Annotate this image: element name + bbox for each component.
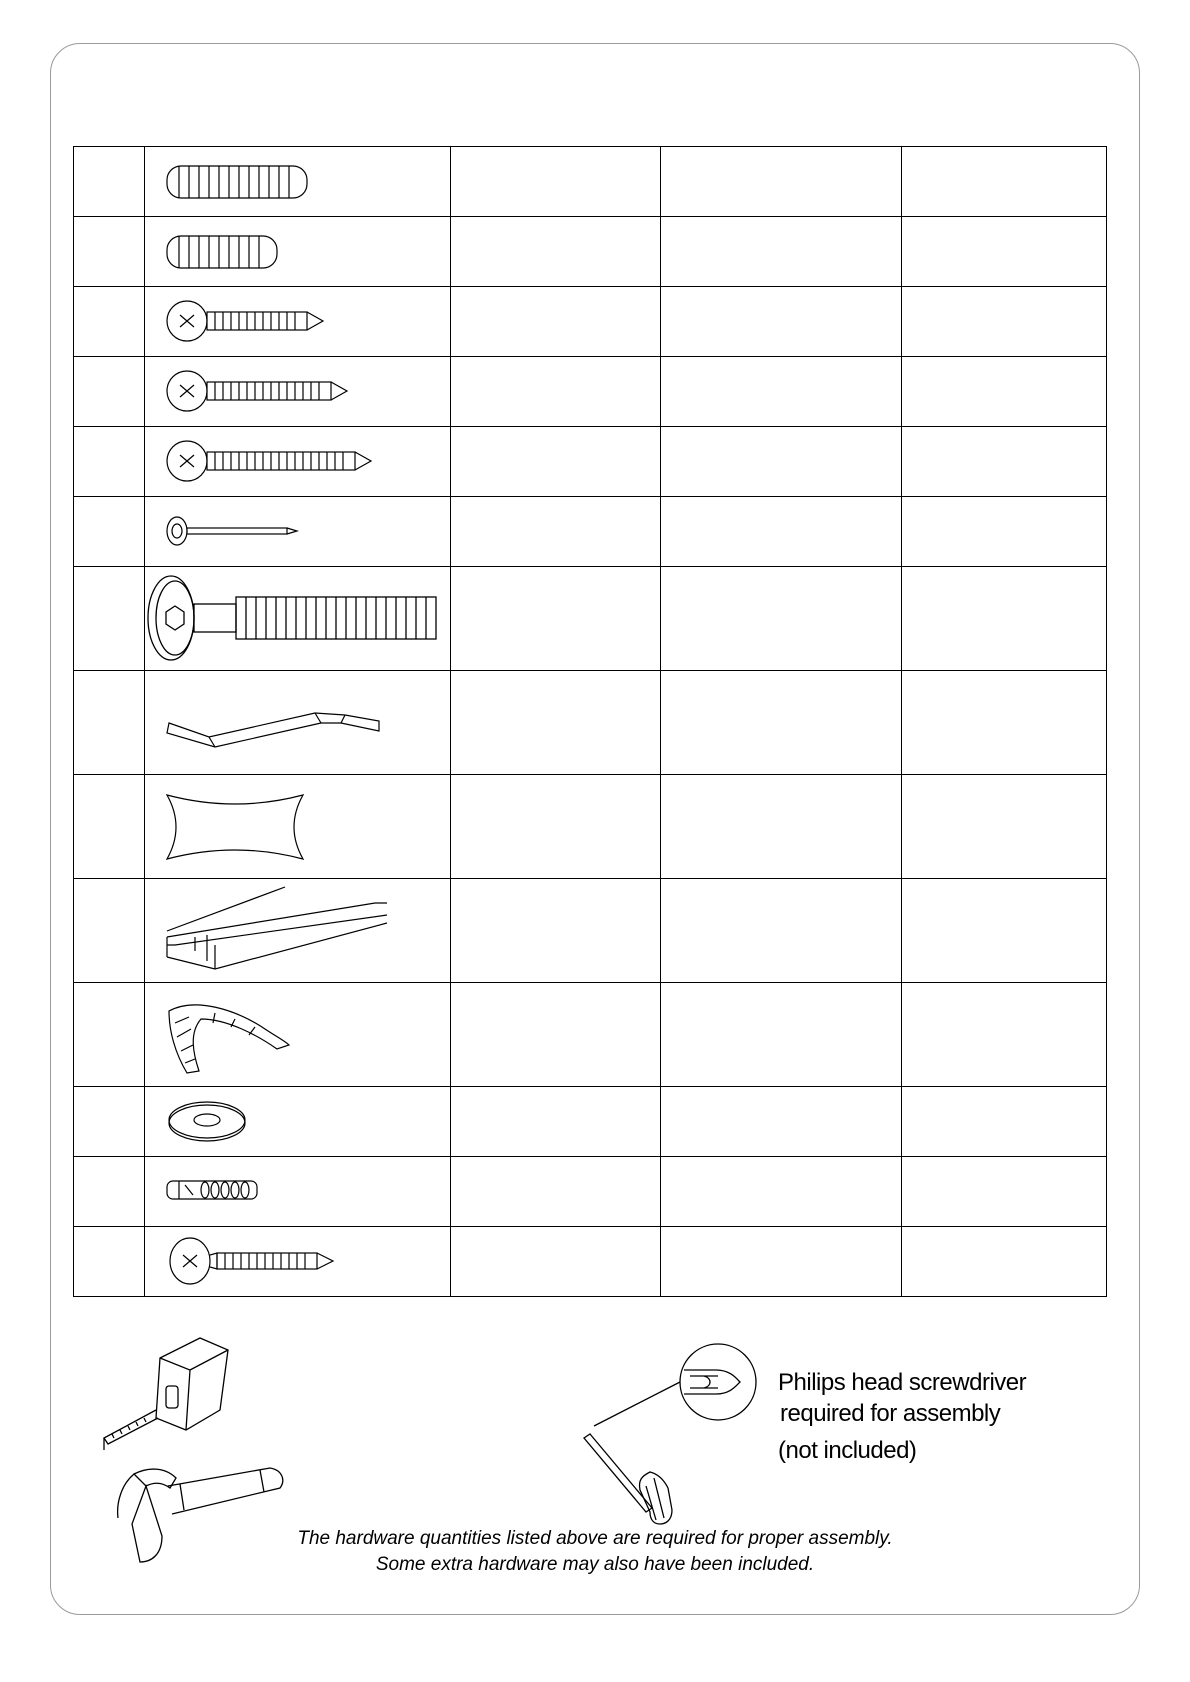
part-id-cell (74, 1227, 145, 1297)
table-row (74, 357, 1107, 427)
strap-icon (145, 983, 451, 1086)
description-cell (661, 567, 902, 671)
table-row (74, 217, 1107, 287)
dowel-large-icon (145, 147, 451, 216)
quantity-cell (451, 287, 661, 357)
tape-measure-icon (100, 1330, 240, 1460)
flat-head-screw-icon (145, 1227, 451, 1296)
part-image-cell (145, 567, 451, 671)
check-cell (902, 671, 1107, 775)
description-cell (661, 983, 902, 1087)
quantity-cell (451, 357, 661, 427)
part-id-cell (74, 671, 145, 775)
table-row (74, 671, 1107, 775)
part-id-cell (74, 567, 145, 671)
part-id-cell (74, 497, 145, 567)
table-row (74, 879, 1107, 983)
wall-anchor-icon (145, 1157, 451, 1226)
screwdriver-note-line2: required for assembly (780, 1400, 1001, 1427)
description-cell (661, 427, 902, 497)
check-cell (902, 1227, 1107, 1297)
description-cell (661, 147, 902, 217)
check-cell (902, 217, 1107, 287)
part-id-cell (74, 217, 145, 287)
table-row (74, 983, 1107, 1087)
part-image-cell (145, 147, 451, 217)
table-row (74, 427, 1107, 497)
quantity-cell (451, 1227, 661, 1297)
description-cell (661, 775, 902, 879)
quantity-cell (451, 1157, 661, 1227)
table-row (74, 775, 1107, 879)
quantity-cell (451, 983, 661, 1087)
quantity-cell (451, 147, 661, 217)
allen-bolt-icon (145, 567, 451, 670)
screwdriver-note-line3: (not included) (778, 1437, 917, 1464)
quantity-cell (451, 567, 661, 671)
quantity-cell (451, 775, 661, 879)
screw-long-icon (145, 427, 451, 496)
part-id-cell (74, 1157, 145, 1227)
footer-note-line2: Some extra hardware may also have been included. (375, 1554, 815, 1575)
part-id-cell (74, 983, 145, 1087)
description-cell (661, 1157, 902, 1227)
part-image-cell (145, 1227, 451, 1297)
part-image-cell (145, 983, 451, 1087)
check-cell (902, 147, 1107, 217)
check-cell (902, 287, 1107, 357)
check-cell (902, 983, 1107, 1087)
description-cell (661, 217, 902, 287)
hardware-table (73, 146, 1107, 1297)
description-cell (661, 497, 902, 567)
check-cell (902, 497, 1107, 567)
description-cell (661, 879, 902, 983)
part-image-cell (145, 357, 451, 427)
part-image-cell (145, 217, 451, 287)
check-cell (902, 1087, 1107, 1157)
part-id-cell (74, 427, 145, 497)
washer-icon (145, 1087, 451, 1156)
check-cell (902, 775, 1107, 879)
check-cell (902, 1157, 1107, 1227)
part-image-cell (145, 1157, 451, 1227)
part-image-cell (145, 775, 451, 879)
part-image-cell (145, 671, 451, 775)
check-cell (902, 357, 1107, 427)
table-row (74, 287, 1107, 357)
screw-medium-icon (145, 357, 451, 426)
quantity-cell (451, 879, 661, 983)
check-cell (902, 879, 1107, 983)
screwdriver-note-line1: Philips head screwdriver (778, 1369, 1027, 1396)
dowel-small-icon (145, 217, 451, 286)
part-image-cell (145, 427, 451, 497)
check-cell (902, 567, 1107, 671)
part-id-cell (74, 879, 145, 983)
quantity-cell (451, 217, 661, 287)
part-id-cell (74, 357, 145, 427)
table-row (74, 1227, 1107, 1297)
part-image-cell (145, 287, 451, 357)
part-id-cell (74, 1087, 145, 1157)
plastic-strip-icon (145, 879, 451, 982)
felt-pad-icon (145, 775, 451, 878)
part-image-cell (145, 1087, 451, 1157)
screwdriver-icon (580, 1340, 760, 1530)
part-id-cell (74, 147, 145, 217)
footer-note-line1: The hardware quantities listed above are required for proper assembly. (297, 1528, 893, 1549)
quantity-cell (451, 427, 661, 497)
table-row (74, 1087, 1107, 1157)
table-row (74, 567, 1107, 671)
quantity-cell (451, 671, 661, 775)
screw-short-icon (145, 287, 451, 356)
part-image-cell (145, 497, 451, 567)
part-id-cell (74, 775, 145, 879)
description-cell (661, 671, 902, 775)
description-cell (661, 357, 902, 427)
part-image-cell (145, 879, 451, 983)
table-row (74, 147, 1107, 217)
table-row (74, 1157, 1107, 1227)
allen-key-icon (145, 671, 451, 774)
check-cell (902, 427, 1107, 497)
description-cell (661, 287, 902, 357)
description-cell (661, 1227, 902, 1297)
part-id-cell (74, 287, 145, 357)
table-row (74, 497, 1107, 567)
quantity-cell (451, 497, 661, 567)
quantity-cell (451, 1087, 661, 1157)
description-cell (661, 1087, 902, 1157)
nail-icon (145, 497, 451, 566)
